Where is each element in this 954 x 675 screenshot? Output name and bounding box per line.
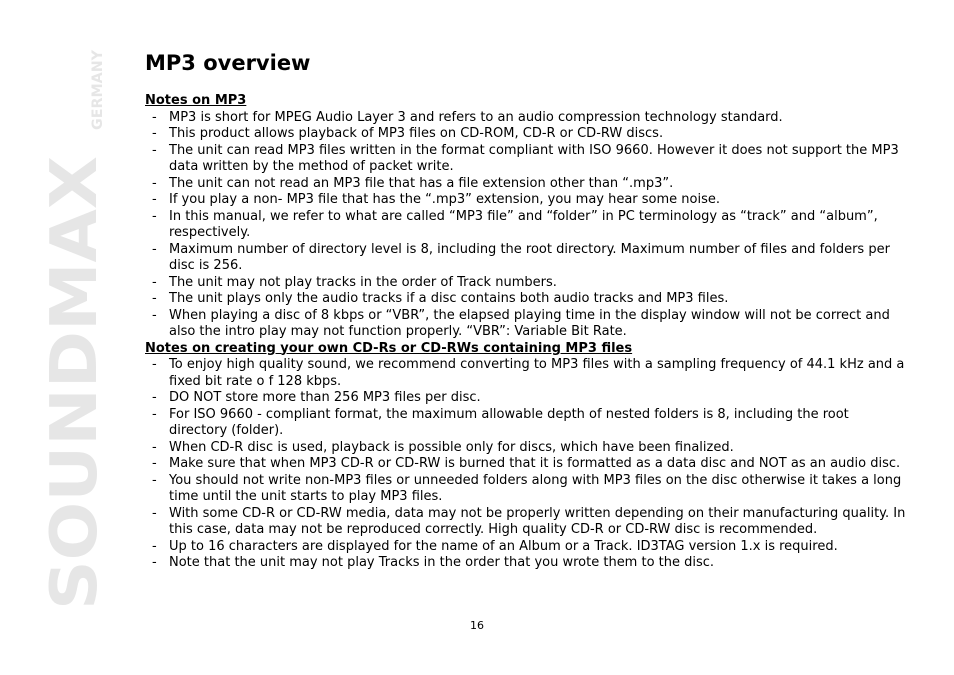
list-item bbox=[145, 357, 910, 390]
list-item-text: If you play a non- MP3 file that has the “.mp3” extension, you may hear some noise. bbox=[169, 192, 721, 207]
list-item bbox=[145, 275, 910, 292]
section-heading-creating-cds: Notes on creating your own CD-Rs or CD-RWs containing MP3 files bbox=[145, 340, 633, 356]
list-item-text: Note that the unit may not play Tracks in the order that you wrote them to the disc. bbox=[169, 555, 715, 570]
section-heading-notes-on-mp3: Notes on MP3 bbox=[145, 93, 247, 108]
brand-name-logo: SOUNDMAX bbox=[38, 188, 112, 610]
list-item bbox=[145, 143, 910, 176]
list-bullet: - bbox=[152, 291, 157, 306]
list-item bbox=[145, 126, 910, 143]
list-bullet: - bbox=[152, 208, 157, 224]
list-item bbox=[145, 539, 910, 556]
list-bullet: - bbox=[152, 472, 157, 488]
list-item bbox=[145, 176, 910, 193]
list-item bbox=[145, 506, 910, 539]
list-bullet: - bbox=[152, 142, 157, 158]
list-item bbox=[145, 555, 910, 572]
list-item bbox=[145, 407, 910, 440]
page-content bbox=[145, 50, 910, 572]
list-bullet: - bbox=[152, 307, 157, 323]
list-bullet: - bbox=[152, 538, 157, 554]
list-item-text: To enjoy high quality sound, we recommend converting to MP3 files with a sampling frequency of 44.1 kHz and a fixed bit rate o f 128 kbps. bbox=[169, 357, 905, 389]
list-bullet: - bbox=[152, 274, 157, 290]
list-item bbox=[145, 308, 910, 341]
list-item-text: When playing a disc of 8 kbps or “VBR”, the elapsed playing time in the display window will not be correct and also the intro play may not function properly. “VBR”: Variable Bit Rate. bbox=[169, 307, 890, 339]
list-bullet: - bbox=[152, 357, 157, 372]
list-item-text: Up to 16 characters are displayed for the name of an Album or a Track. ID3TAG version 1.x is required. bbox=[169, 538, 838, 554]
list-item bbox=[145, 192, 910, 209]
list-item-text: When CD-R disc is used, playback is possible only for discs, which have been finalized. bbox=[169, 439, 734, 455]
list-item bbox=[145, 440, 910, 457]
list-item bbox=[145, 209, 910, 242]
page-title: MP3 overview bbox=[145, 51, 311, 75]
list-item-text: For ISO 9660 - compliant format, the maximum allowable depth of nested folders is 8, including the root directory (folder). bbox=[169, 406, 849, 438]
list-item-text: DO NOT store more than 256 MP3 files per disc. bbox=[169, 390, 481, 405]
list-item-text: Make sure that when MP3 CD-R or CD-RW is burned that it is formatted as a data disc and NOT as an audio disc. bbox=[169, 456, 901, 471]
list-item-text: The unit plays only the audio tracks if a disc contains both audio tracks and MP3 files. bbox=[169, 291, 729, 306]
list-item bbox=[145, 390, 910, 407]
list-item bbox=[145, 473, 910, 506]
list-item-text: This product allows playback of MP3 files on CD-ROM, CD-R or CD-RW discs. bbox=[169, 126, 664, 141]
list-bullet: - bbox=[152, 439, 157, 455]
creating-cds-list bbox=[145, 357, 910, 572]
list-item-text: In this manual, we refer to what are called “MP3 file” and “folder” in PC terminology as “track” and “album”, respectively. bbox=[169, 208, 878, 240]
list-bullet: - bbox=[152, 126, 157, 141]
list-bullet: - bbox=[152, 192, 157, 207]
list-item bbox=[145, 456, 910, 473]
list-item-text: MP3 is short for MPEG Audio Layer 3 and refers to an audio compression technology standard. bbox=[169, 109, 783, 125]
list-item-text: With some CD-R or CD-RW media, data may not be properly written depending on their manufacturing quality. In this case, data may not be reproduced correctly. High quality CD-R or CD-RW disc is recommended. bbox=[169, 505, 906, 537]
list-bullet: - bbox=[152, 555, 157, 570]
list-bullet: - bbox=[152, 456, 157, 471]
list-item-text: The unit can read MP3 files written in the format compliant with ISO 9660. However it does not support the MP3 data written by the method of packet write. bbox=[169, 142, 899, 174]
brand-logo bbox=[38, 48, 112, 610]
list-bullet: - bbox=[152, 109, 157, 125]
brand-country-logo: GERMANY bbox=[90, 51, 106, 130]
list-item bbox=[145, 291, 910, 308]
list-bullet: - bbox=[152, 505, 157, 521]
list-bullet: - bbox=[152, 175, 157, 191]
list-item-text: The unit may not play tracks in the order of Track numbers. bbox=[169, 274, 557, 290]
list-item-text: You should not write non-MP3 files or unneeded folders along with MP3 files on the disc otherwise it takes a long time until the unit starts to play MP3 files. bbox=[169, 472, 902, 504]
list-bullet: - bbox=[152, 390, 157, 405]
list-bullet: - bbox=[152, 406, 157, 422]
list-item-text: Maximum number of directory level is 8, including the root directory. Maximum number of files and folders per disc is 256. bbox=[169, 241, 890, 273]
list-item bbox=[145, 110, 910, 127]
page-number: 16 bbox=[470, 619, 484, 632]
list-item-text: The unit can not read an MP3 file that has a file extension other than “.mp3”. bbox=[169, 175, 674, 191]
list-item bbox=[145, 242, 910, 275]
notes-on-mp3-list bbox=[145, 110, 910, 341]
list-bullet: - bbox=[152, 241, 157, 257]
